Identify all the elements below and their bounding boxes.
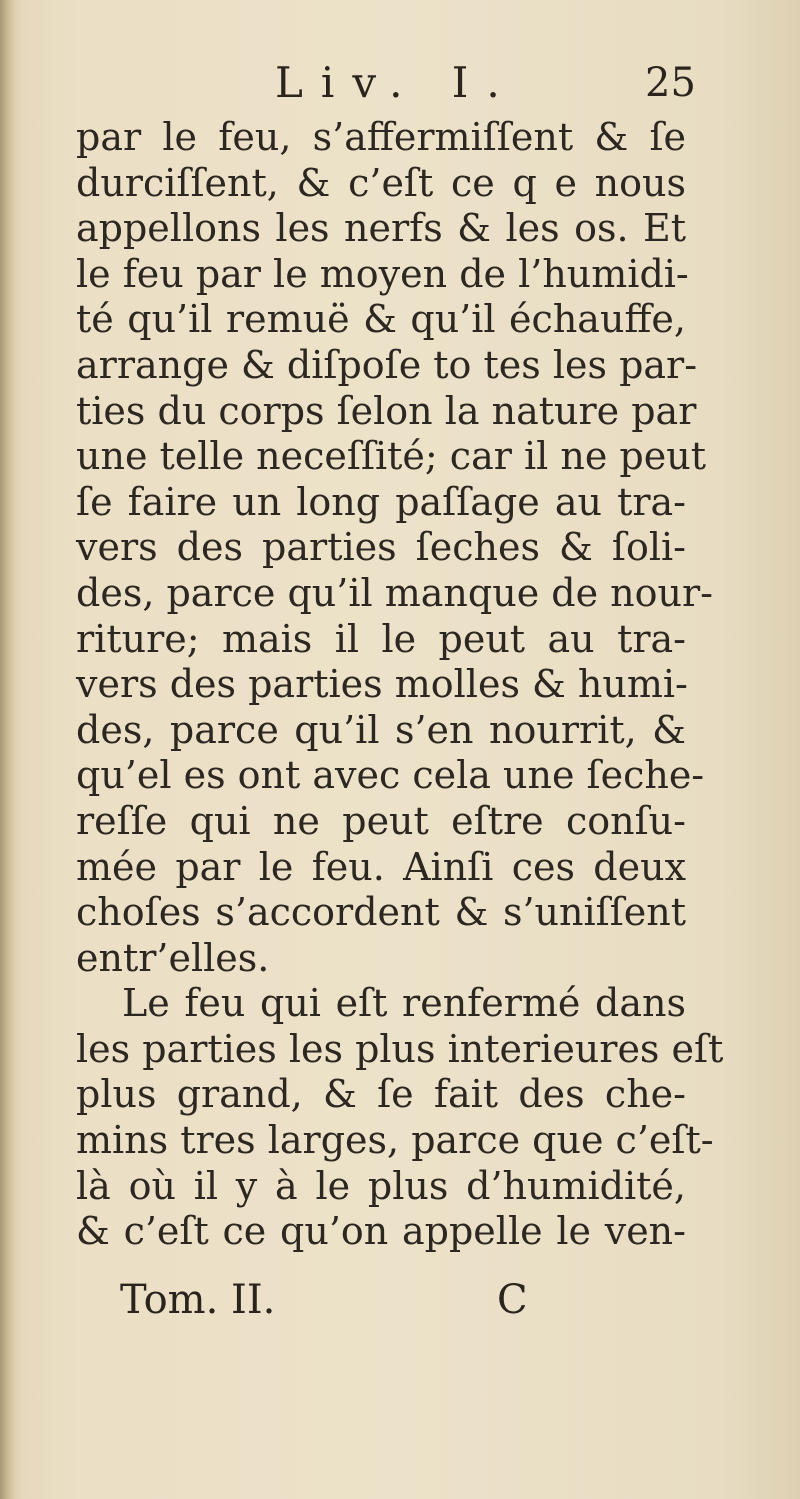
text-line: vers des parties ſeches & ſoli- [76, 525, 686, 570]
volume-mark: Tom. II. [120, 1277, 276, 1323]
text-line: les parties les plus interieures eſt [76, 1026, 724, 1071]
body-text [76, 115, 724, 1255]
text-line: par le feu, s’affermiſſent & ſe [76, 115, 686, 159]
running-title: Liv. I. [275, 58, 518, 107]
text-line: le feu par le moyen de l’humidi- [76, 251, 689, 296]
text-line: & c’eſt ce qu’on appelle le ven- [76, 1209, 686, 1254]
text-line: mée par le feu. Ainſi ces deux [76, 844, 686, 889]
text-line: ties du corps ſelon la nature par [76, 388, 697, 433]
signature-mark: C [497, 1277, 528, 1323]
text-line: appellons les nerfs & les os. Et [76, 206, 686, 251]
page-gutter-shadow [0, 0, 14, 1499]
text-line: plus grand, & ſe fait des che- [76, 1072, 686, 1117]
text-line: des, parce qu’il manque de nour- [76, 570, 713, 615]
text-line: mins tres larges, parce que c’eſt- [76, 1118, 714, 1163]
text-line: ſe faire un long paſſage au tra- [76, 479, 686, 524]
text-line: des, parce qu’il s’en nourrit, & [76, 707, 686, 752]
text-line: choſes s’accordent & s’uniſſent [76, 890, 686, 935]
text-line: une telle neceſſité; car il ne peut [76, 434, 706, 479]
text-line: té qu’il remuë & qu’il échauffe, [76, 297, 686, 342]
text-line: qu’el es ont avec cela une ſeche- [76, 753, 705, 798]
text-line: Le feu qui eſt renfermé dans [122, 981, 686, 1026]
text-line: riture; mais il le peut au tra- [76, 616, 686, 661]
text-line: entr’elles. [76, 935, 270, 980]
page-header [0, 58, 800, 118]
page-number: 25 [645, 60, 696, 106]
text-line: durciſſent, & c’eſt ce q e nous [76, 160, 686, 205]
text-line: là où il y à le plus d’humidité, [76, 1163, 686, 1208]
text-line: arrange & diſpoſe to tes les par- [76, 342, 698, 387]
text-line: reſſe qui ne peut eſtre conſu- [76, 798, 686, 843]
text-line: vers des parties molles & humi- [76, 662, 688, 707]
